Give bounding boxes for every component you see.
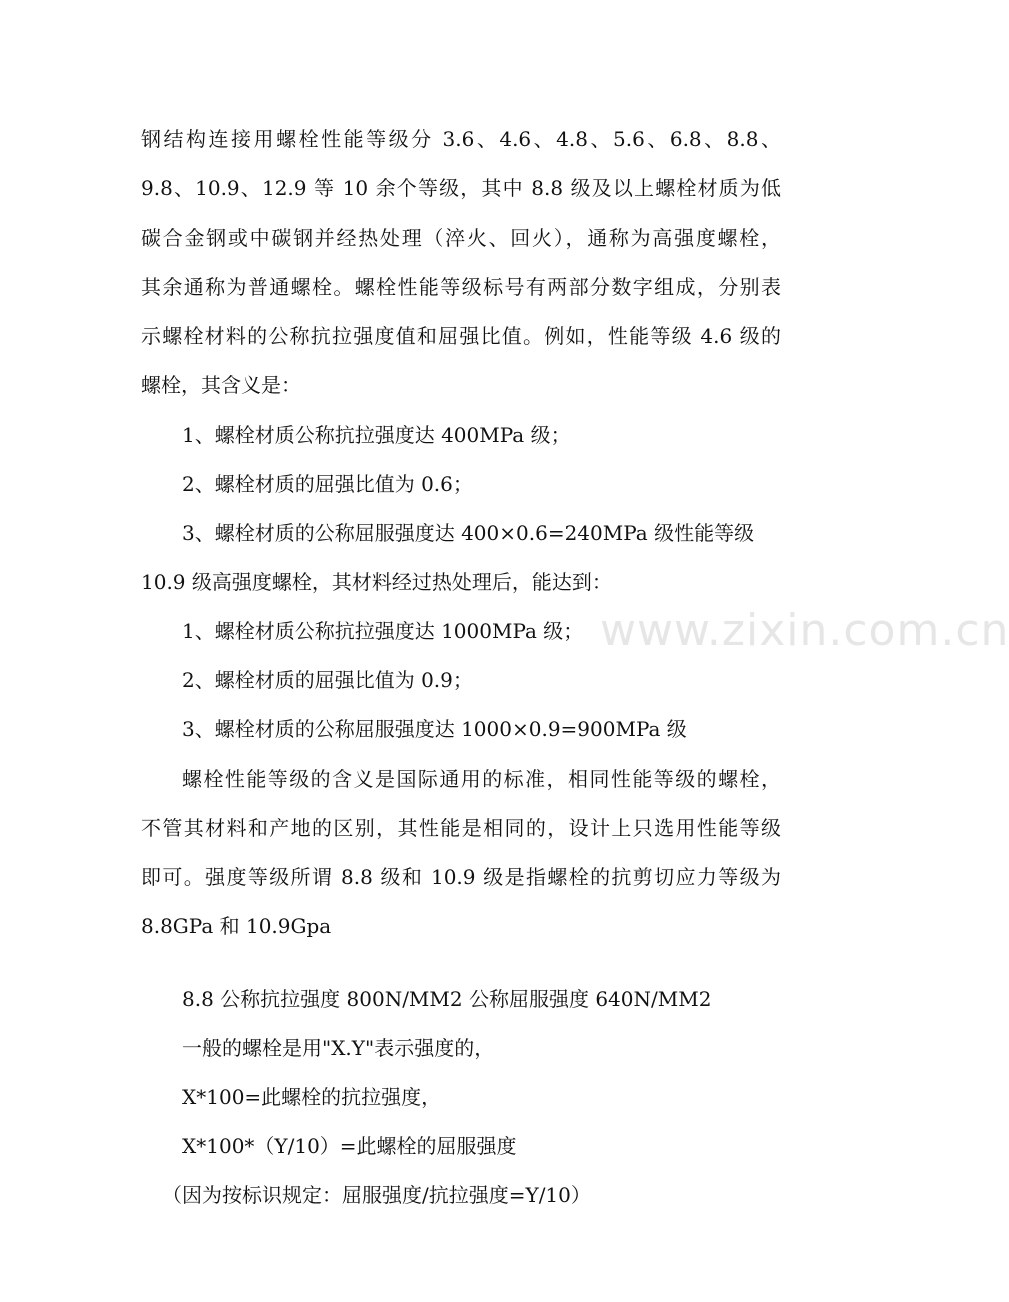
note-tensile-formula: X*100=此螺栓的抗拉强度， [182,1085,442,1109]
note-yield-formula: X*100*（Y/10）=此螺栓的屈服强度 [182,1134,517,1158]
note-grade-8-8: 8.8 公称抗拉强度 800N/MM2 公称屈服强度 640N/MM2 [182,987,712,1011]
list-2-item-2: 2、螺栓材质的屈强比值为 0.9； [182,668,473,692]
list-1-item-1: 1、螺栓材质公称抗拉强度达 400MPa 级； [182,423,571,447]
list-1-item-3: 3、螺栓材质的公称屈服强度达 400×0.6=240MPa 级性能等级 [182,521,755,545]
note-xy-intro: 一般的螺栓是用"X.Y"表示强度的， [182,1036,495,1060]
paragraph-2-line-2: 不管其材料和产地的区别，其性能是相同的，设计上只选用性能等级 [141,816,781,840]
paragraph-1-line-5: 示螺栓材料的公称抗拉强度值和屈强比值。例如，性能等级 4.6 级的 [141,324,781,348]
paragraph-1-line-2: 9.8、10.9、12.9 等 10 余个等级，其中 8.8 级及以上螺栓材质为低 [141,176,781,200]
paragraph-1-line-6: 螺栓，其含义是： [141,373,301,397]
paragraph-2-line-1: 螺栓性能等级的含义是国际通用的标准，相同性能等级的螺栓， [182,767,781,791]
watermark: www.zixin.com.cn [600,605,1009,656]
list-2-item-1: 1、螺栓材质公称抗拉强度达 1000MPa 级； [182,619,584,643]
list-1-item-2: 2、螺栓材质的屈强比值为 0.6； [182,472,473,496]
paragraph-1-line-1: 钢结构连接用螺栓性能等级分 3.6、4.6、4.8、5.6、6.8、8.8、 [141,127,781,151]
paragraph-1-line-3: 碳合金钢或中碳钢并经热处理（淬火、回火），通称为高强度螺栓， [141,226,781,250]
paragraph-1-line-4: 其余通称为普通螺栓。螺栓性能等级标号有两部分数字组成，分别表 [141,275,781,299]
paragraph-2-line-4: 8.8GPa 和 10.9Gpa [141,914,332,938]
list-2-item-3: 3、螺栓材质的公称屈服强度达 1000×0.9=900MPa 级 [182,717,687,741]
grade-10-9-intro: 10.9 级高强度螺栓，其材料经过热处理后，能达到： [141,570,612,594]
note-ratio-rule: （因为按标识规定：屈服强度/抗拉强度=Y/10） [162,1183,591,1207]
paragraph-2-line-3: 即可。强度等级所谓 8.8 级和 10.9 级是指螺栓的抗剪切应力等级为 [141,865,781,889]
